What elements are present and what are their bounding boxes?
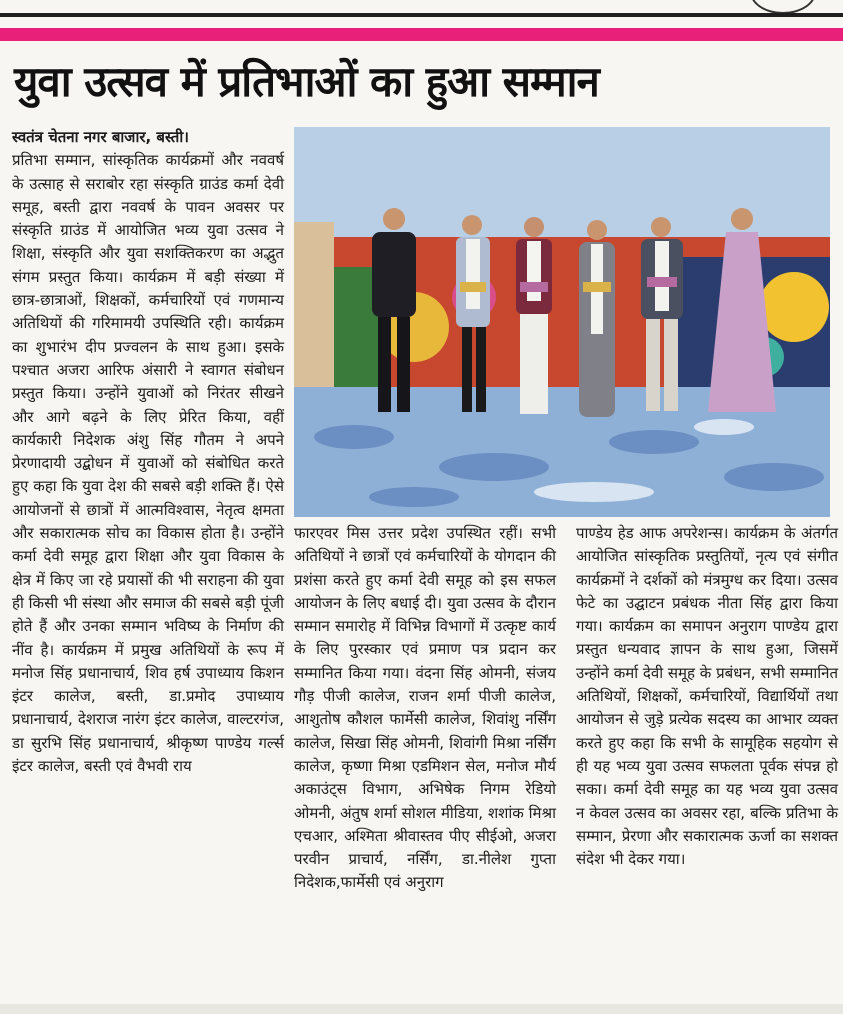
column-3-text: पाण्डेय हेड आफ अपरेशन्स। कार्यक्रम के अंतर्गत आयोजित सांस्कृतिक प्रस्तुतियों, नृत्य एवं संगीत कार्यक्रमों ने दर्शकों को मंत्रमुग्ध कर दिया। उत्सव फेटे का उद्घाटन प्रबंधक नीता सिंह द्वारा किया गया। कार्यक्रम का समापन अनुराग पाण्डेय द्वारा प्रस्तुत धन्यवाद ज्ञापन के साथ हुआ, जिसमें उन्होंने कर्मा देवी समूह के प्रबंधन, सभी सम्मानित अतिथियों, शिक्षकों, कर्मचारियों, विद्यार्थियों तथा आयोजन से जुड़े प्रत्येक सदस्य का आभार व्यक्त करते हुए कहा कि सभी के सामूहिक सहयोग से ही यह भव्य युवा उत्सव सफलता पूर्वक संपन्न हो सका। कर्मा देवी समूह का यह भव्य युवा उत्सव न केवल उत्सव का अवसर रहा, बल्कि प्रतिभा के सम्मान, प्रेरणा और सकारात्मक ऊर्जा का सशक्त संदेश भी देकर गया।	[576, 524, 838, 869]
bottom-strip	[0, 1004, 843, 1014]
top-rule	[0, 13, 843, 17]
dateline: स्वतंत्र चेतना नगर बाजार, बस्ती।	[12, 128, 189, 146]
masthead-logo-arc	[750, 0, 816, 14]
column-2-text: फारएवर मिस उत्तर प्रदेश उपस्थित रहीं। सभी अतिथियों ने छात्रों एवं कर्मचारियों के योगदान की प्रशंसा करते हुए कर्मा देवी समूह को इस सफल आयोजन के लिए बधाई दी। युवा उत्सव के दौरान सम्मान समारोह में विभिन्न विभागों में उत्कृष्ट कार्य के लिए पुरस्कार एवं प्रमाण पत्र प्रदान कर सम्मानित किया गया। वंदना सिंह ओमनी, संजय गौड़ पीजी कालेज, राजन शर्मा पीजी कालेज, आशुतोष कौशल फार्मेसी कालेज, शिवांशु नर्सिंग कालेज, सिखा सिंह ओमनी, शिवांगी मिश्रा नर्सिंग कालेज, कृष्णा मिश्रा एडमिशन सेल, मनोज मौर्य अकाउंट्स विभाग, अभिषेक निगम रेडियो ओमनी, अंतुष शर्मा सोशल मीडिया, शशांक मिश्रा एचआर, अश्मिता श्रीवास्तव पीए सीईओ, अजरा परवीन प्राचार्य, नर्सिंग, डा.नीलेश गुप्ता निदेशक,फार्मेसी एवं अनुराग	[294, 524, 556, 892]
column-1-text: प्रतिभा सम्मान, सांस्कृतिक कार्यक्रमों और नववर्ष के उत्साह से सराबोर रहा संस्कृति ग्राउंड कर्मा देवी समूह, बस्ती द्वारा नववर्ष के पावन अवसर पर संस्कृति ग्राउंड में आयोजित भव्य युवा उत्सव ने शिक्षा, संस्कृति और युवा सशक्तिकरण का अद्भुत संगम प्रस्तुत किया। कार्यक्रम में बड़ी संख्या में छात्र-छात्राओं, शिक्षकों, कर्मचारियों एवं गणमान्य अतिथियों की गरिमामयी उपस्थिति रही। कार्यक्रम का शुभारंभ दीप प्रज्वलन के साथ हुआ। इसके पश्चात अजरा आरिफ अंसारी ने स्वागत संबोधन प्रस्तुत किया। उन्होंने युवाओं को निरंतर सीखने और आगे बढ़ने के लिए प्रेरित किया, वहीं कार्यकारी निदेशक अंशु सिंह गौतम ने अपने प्रेरणादायी उद्बोधन में युवाओं को संबोधित करते हुए कहा कि युवा देश की सबसे बड़ी शक्ति हैं। ऐसे आयोजनों से छात्रों में आत्मविश्वास, नेतृत्व क्षमता और सकारात्मक सोच का विकास होता है। उन्होंने कर्मा देवी समूह द्वारा शिक्षा और युवा विकास के क्षेत्र में किए जा रहे प्रयासों की भी सराहना की युवा ही किसी भी संस्था और समाज की सबसे बड़ी पूंजी होते हैं और उनका सम्मान भविष्य के निर्माण की नींव है। कार्यक्रम में प्रमुख अतिथियों के रूप में मनोज सिंह प्रधानाचार्य, शिव हर्ष उपाध्याय किशन इंटर कालेज, बस्ती, डा.प्रमोद उपाध्याय प्रधानाचार्य, देशराज नारंग इंटर कालेज, वाल्टरगंज, डा सुरभि सिंह प्रधानाचार्य, श्रीकृष्ण पाण्डेय गर्ल्स इंटर कालेज, बस्ती एवं वैभवी राय	[12, 151, 284, 776]
headline: युवा उत्सव में प्रतिभाओं का हुआ सम्मान	[14, 57, 599, 106]
event-photo	[294, 127, 830, 517]
accent-rule	[0, 28, 843, 41]
column-1	[12, 126, 284, 778]
column-3	[576, 522, 838, 871]
column-2	[294, 522, 556, 895]
